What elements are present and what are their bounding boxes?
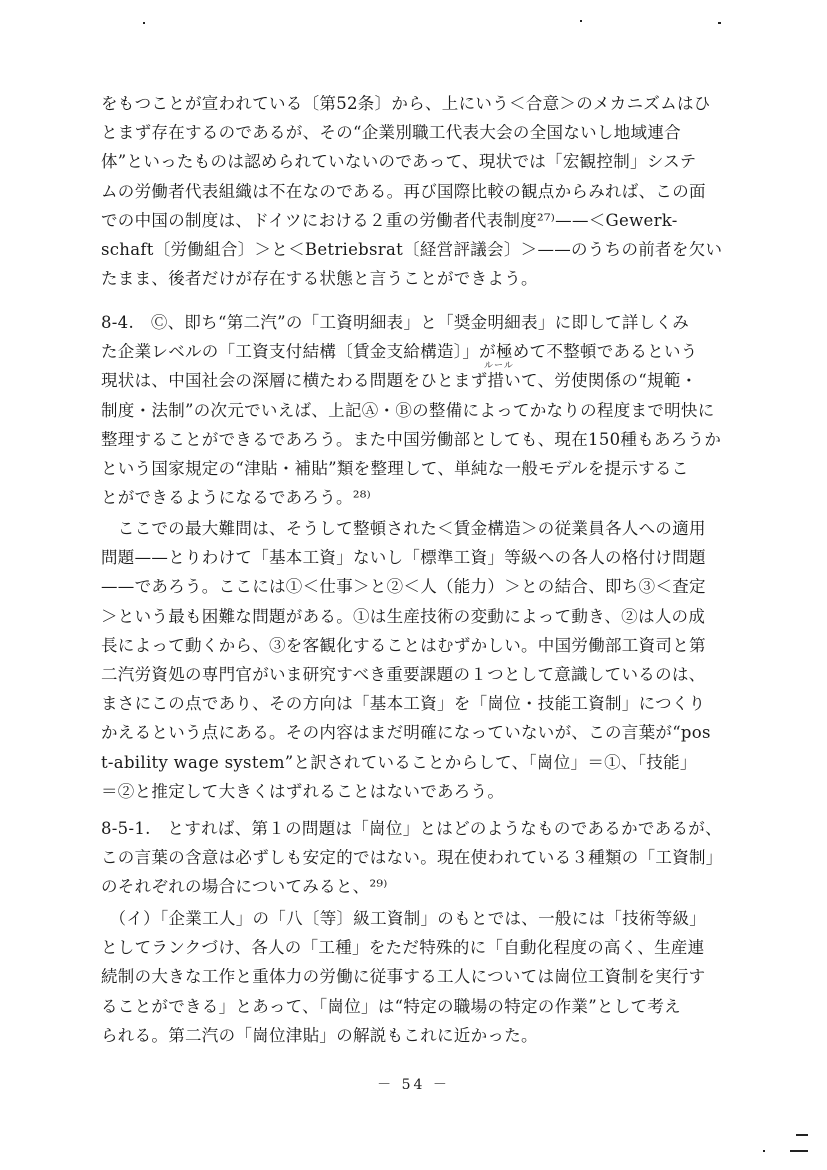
text-line: この言葉の含意は必ずしも安定的ではない。現在使われている３種類の「工資制」 [101, 848, 723, 868]
page-number: － 54 － [377, 1077, 450, 1093]
text-line: ることができる」とあって、「崗位」は“特定の職場の特定の作業”として考え [101, 996, 681, 1016]
text-line: 続制の大きな工作と重体力の労働に従事する工人については崗位工資制を実行す [101, 967, 706, 987]
text-line: t-ability wage system”と訳されていることからして、「崗位」＝①、「技能」 [101, 752, 697, 772]
scan-speck [143, 22, 145, 24]
paragraph-8-5-1 [101, 814, 781, 902]
text-line: たまま、後者だけが存在する状態と言うことができよう。 [101, 269, 538, 289]
text-line: かえるという点にある。その内容はまだ明確になっていないが、この言葉が“pos [101, 723, 711, 743]
text-line: 長によって動くから、③を客観化することはむずかしい。中国労働部工資司と第 [101, 635, 706, 655]
paragraph-3 [101, 514, 781, 806]
text-line: 8-5-1. とすれば、第１の問題は「崗位」とはどのようなものであるかであるが、 [101, 819, 722, 838]
text-line: 体”といったものは認められていないのであって、現状では「宏観控制」システ [101, 152, 697, 172]
scan-speck [718, 22, 721, 24]
text-line: とができるようになるであろう。²⁸⁾ [101, 488, 372, 508]
text-line: ここでの最大難問は、そうして整頓された＜賃金構造＞の従業員各人への適用 [101, 519, 706, 538]
text-line: での中国の制度は、ドイツにおける２重の労働者代表制度²⁷⁾——＜Gewerk- [101, 210, 678, 230]
scan-speck [790, 1150, 808, 1152]
text-line: 二汽労資処の専門官がいま研究すべき重要課題の１つとして意識しているのは、 [101, 664, 706, 684]
text-line: のそれぞれの場合についてみると、²⁹⁾ [101, 877, 388, 897]
text-line: た企業レベルの「工資支付結構〔賃金支給構造〕」が極めて不整頓であるという [101, 342, 698, 362]
text-line: ＝②と推定して大きくはずれることはないであろう。 [101, 781, 505, 801]
text-line: とまず存在するのであるが、その“企業別職工代表大会の全国ないし地域連合 [101, 123, 681, 143]
text-line: ムの労働者代表組織は不在なのである。再び国際比較の観点からみれば、この面 [101, 181, 706, 201]
scan-speck [763, 1150, 765, 1152]
scan-speck [580, 20, 582, 22]
paragraph-8-4 [101, 308, 781, 512]
text-line: ＞という最も困難な問題がある。①は生産技術の変動によって動き、②は人の成 [101, 606, 706, 626]
text-line: まさにこの点であり、その方向は「基本工資」を「崗位・技能工資制」につくり [101, 694, 706, 714]
text-line: 8-4. Ⓒ、即ち“第二汽”の「工資明細表」と「奨金明細表」に即して詳しくみ [101, 313, 690, 332]
ruby-annotation: ルール [484, 361, 514, 371]
text-line: としてランクづけ、各人の「工種」をただ特殊的に「自動化程度の高く、生産連 [101, 938, 705, 958]
text-line: という国家規定の“津貼・補貼”類を整理して、単純な一般モデルを提示するこ [101, 458, 689, 478]
scan-speck [796, 1134, 808, 1136]
text-line: ——であろう。ここには①＜仕事＞と②＜人（能力）＞との結合、即ち③＜査定 [101, 577, 706, 597]
paragraph-1 [101, 89, 781, 293]
text-line: 制度・法制”の次元でいえば、上記Ⓐ・Ⓑの整備によってかなりの程度まで明快に [101, 400, 715, 420]
paragraph-i [101, 904, 781, 1050]
text-line: 現状は、中国社会の深層に横たわる問題をひとまず措いて、労使関係の“規範・ [101, 371, 698, 391]
text-line: schaft〔労働組合〕＞と＜Betriebsrat〔経営評議会〕＞——のうちの前者を欠い [101, 239, 723, 259]
text-line: 問題——とりわけて「基本工資」ないし「標準工資」等級への各人の格付け問題 [101, 548, 706, 568]
text-line: をもつことが宣われている〔第52条〕から、上にいう＜合意＞のメカニズムはひ [101, 94, 711, 113]
text-line: られる。第二汽の「崗位津貼」の解説もこれに近かった。 [101, 1025, 538, 1045]
text-line: （イ）「企業工人」の「八〔等〕級工資制」のもとでは、一般には「技術等級」 [101, 909, 707, 928]
text-line: 整理することができるであろう。また中国労働部としても、現在150種もあろうか [101, 429, 722, 449]
